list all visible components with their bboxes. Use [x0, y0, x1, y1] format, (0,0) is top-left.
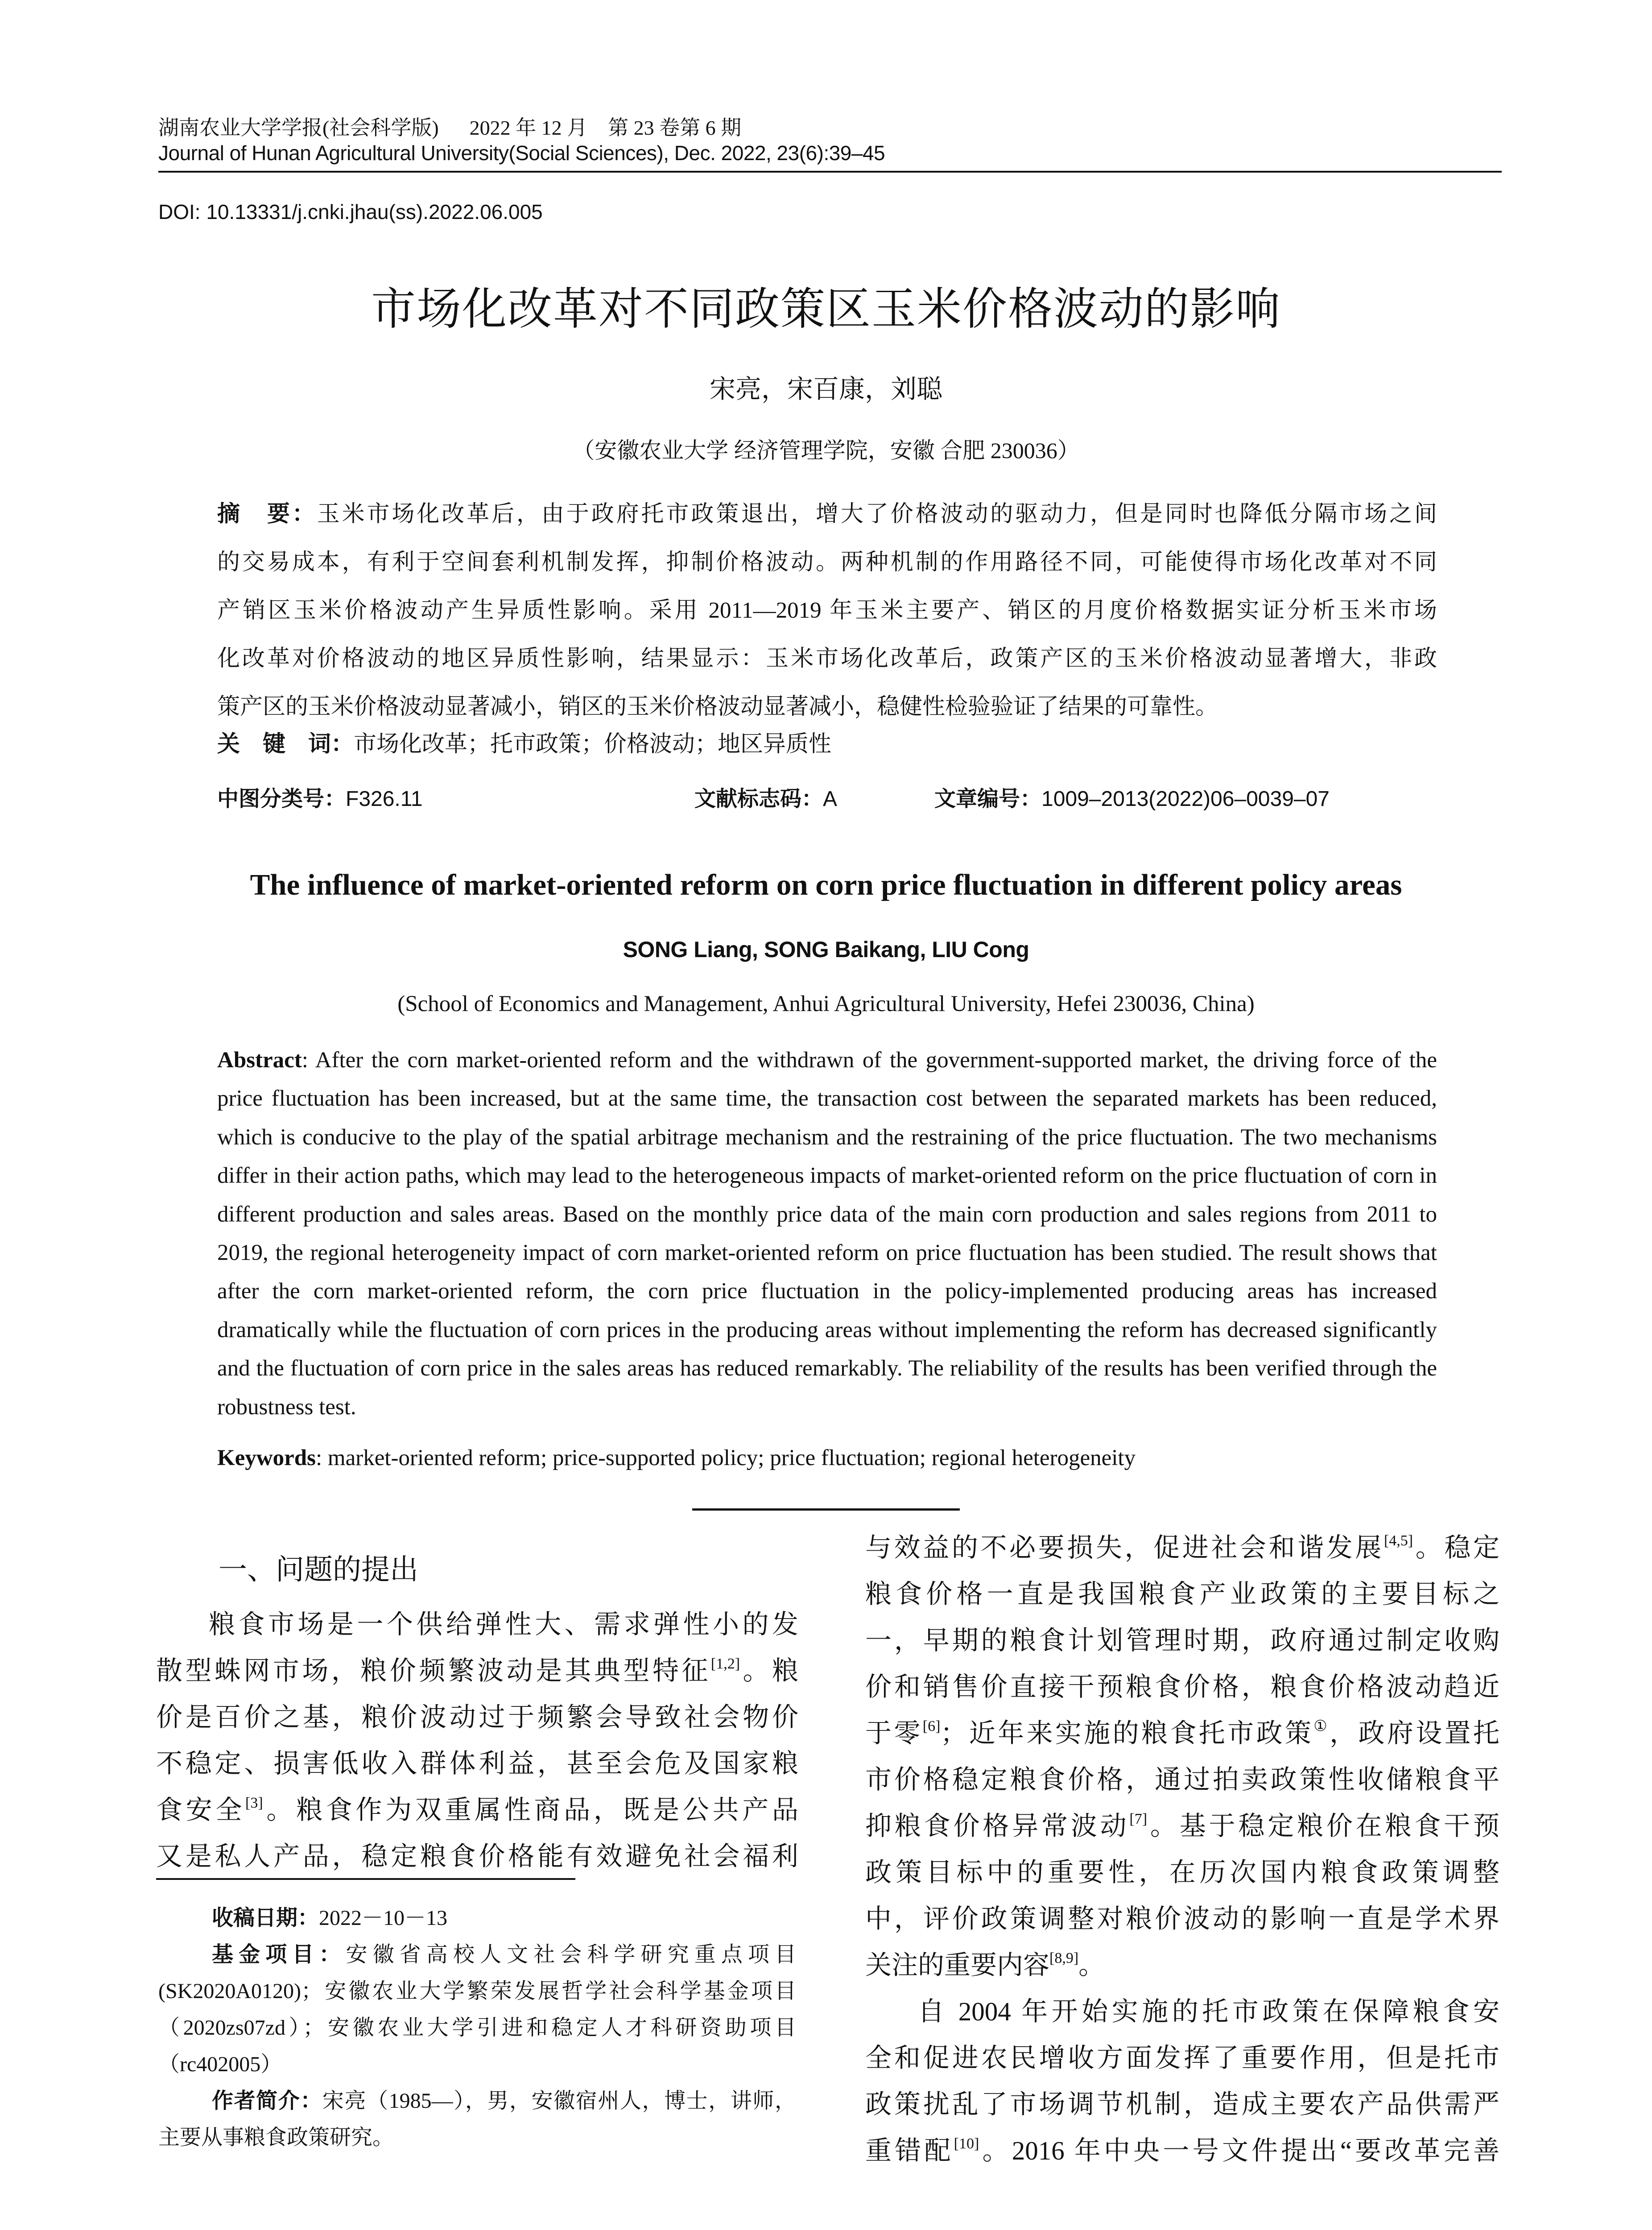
abstract-en [217, 1041, 1437, 1426]
body-line: 于零[6]；近年来实施的粮食托市政策①，政府设置托 [865, 1718, 1499, 1748]
authors-cn: 宋亮，宋百康，刘聪 [709, 375, 942, 404]
section-heading: 一、问题的提出 [219, 1553, 418, 1586]
clc-number: 中图分类号：F326.11 [217, 787, 423, 811]
keywords-en-text: : market-oriented reform; price-supported policy; price fluctuation; regional heterogeneity [315, 1445, 1136, 1470]
keywords-cn-label: 关 键 词： [217, 731, 354, 756]
body-left-column [156, 1601, 798, 1879]
affiliation-en: (School of Economics and Management, Anhui Agricultural University, Hefei 230036, China) [397, 991, 1255, 1016]
body-line: 自 2004 年开始实施的托市政策在保障粮食安 [918, 1997, 1499, 2026]
body-line: 价是百价之基，粮价波动过于频繁会导致社会物价 [156, 1702, 798, 1732]
body-line: 全和促进农民增收方面发挥了重要作用，但是托市 [865, 2043, 1499, 2073]
body-line: 市价格稳定粮食价格，通过拍卖政策性收储粮食平 [865, 1765, 1499, 1794]
body-line: 粮食市场是一个供给弹性大、需求弹性小的发 [209, 1610, 798, 1639]
body-line: 散型蛛网市场，粮价频繁波动是其典型特征[1,2]。粮 [156, 1656, 798, 1685]
fund-info: 基金项目：安徽省高校人文社会科学研究重点项目(SK2020A0120)；安徽农业大学繁荣发展哲学社会科学基金项目（2020zs07zd）；安徽农业大学引进和稳定人才科研资助项目（rc402005） [158, 1943, 796, 2076]
header-rule [158, 171, 1502, 173]
body-line: 重错配[10]。2016 年中央一号文件提出“要改革完善 [865, 2135, 1499, 2165]
citation: [4,5] [1384, 1532, 1413, 1549]
journal-issue-cn: 2022 年 12 月 第 23 卷第 6 期 [469, 116, 742, 139]
author-bio: 作者简介：宋亮（1985—），男，安徽宿州人，博士，讲师，主要从事粮食政策研究。 [158, 2089, 796, 2149]
article-number: 文章编号：1009–2013(2022)06–0039–07 [934, 787, 1330, 811]
abstract-en-label: Abstract [217, 1048, 302, 1073]
article-title-cn: 市场化改革对不同政策区玉米价格波动的影响 [371, 284, 1281, 334]
body-line: 政策扰乱了市场调节机制，造成主要农产品供需严 [865, 2090, 1499, 2119]
journal-header-cn [158, 112, 741, 141]
abstract-en-text: : After the corn market-oriented reform and the withdrawn of the government-supported market, the driving force of the price fluctuation has been increased, but at the same time, the transaction cost between the separated markets has been reduced, which is conducive to the play of the spatial arbitrage mechanism and the restraining of the price fluctuation. The two mechanisms differ in their action paths, which may lead to the heterogeneous impacts of market-oriented reform on the price fluctuation of corn in different production and sales areas. Based on the monthly price data of the main corn production and sales regions from 2011 to 2019, the regional heterogeneity impact of corn market-oriented reform on price fluctuation has been studied. The result shows that after the corn market-oriented reform, the corn price fluctuation in the policy-implemented producing areas has increased dramatically while the fluctuation of corn prices in the producing areas without implementing the reform has decreased significantly and the fluctuation of corn price in the sales areas has reduced remarkably. The reliability of the results has been verified through the robustness test. [217, 1048, 1437, 1420]
keywords-en-label: Keywords [217, 1445, 316, 1470]
abstract-cn-label: 摘 要： [217, 501, 317, 526]
document-code: 文献标志码：A [694, 787, 838, 811]
doi: DOI: 10.13331/j.cnki.jhau(ss).2022.06.005 [158, 200, 543, 223]
body-line: 中，评价政策调整对粮价波动的影响一直是学术界 [865, 1904, 1499, 1933]
received-date: 收稿日期：2022－10－13 [212, 1906, 448, 1930]
citation: [6] [922, 1718, 941, 1735]
citation: [7] [1129, 1811, 1148, 1828]
body-line: 一，早期的粮食计划管理时期，政府通过制定收购 [865, 1626, 1499, 1655]
footnotes [158, 1900, 796, 2156]
authors-en: SONG Liang, SONG Baikang, LIU Cong [623, 937, 1029, 962]
citation: [3] [245, 1795, 263, 1812]
abstract-cn-line: 化改革对价格波动的地区异质性影响，结果显示：玉米市场化改革后，政策产区的玉米价格波动显著增大，非政 [217, 646, 1437, 671]
journal-name-cn: 湖南农业大学学报(社会科学版) [158, 116, 439, 139]
body-line: 与效益的不必要损失，促进社会和谐发展[4,5]。稳定 [865, 1532, 1499, 1562]
body-line: 又是私人产品，稳定粮食价格能有效避免社会福利 [156, 1842, 798, 1871]
citation: [1,2] [710, 1656, 740, 1672]
abstract-cn-line: 玉米市场化改革后，由于政府托市政策退出，增大了价格波动的驱动力，但是同时也降低分隔市场之间 [317, 502, 1437, 527]
article-title-en: The influence of market-oriented reform on corn price fluctuation in different policy areas [250, 868, 1402, 901]
keywords-cn-text: 市场化改革；托市政策；价格波动；地区异质性 [354, 732, 832, 757]
affiliation-cn: （安徽农业大学 经济管理学院，安徽 合肥 230036） [572, 438, 1080, 463]
keywords-cn [217, 725, 831, 758]
body-line: 抑粮食价格异常波动[7]。基于稳定粮价在粮食干预 [865, 1811, 1499, 1841]
footnote-rule [156, 1878, 575, 1880]
body-line: 不稳定、损害低收入群体利益，甚至会危及国家粮 [156, 1749, 798, 1778]
keywords-en [217, 1445, 1136, 1471]
journal-header-en: Journal of Hunan Agricultural University(Social Sciences), Dec. 2022, 23(6):39–45 [158, 141, 885, 165]
abstract-cn-line: 产销区玉米价格波动产生异质性影响。采用 2011—2019 年玉米主要产、销区的月度价格数据实证分析玉米市场 [217, 598, 1437, 623]
body-line: 关注的重要内容[8,9]。 [865, 1950, 1105, 1980]
abstract-cn-line: 的交易成本，有利于空间套利机制发挥，抑制价格波动。两种机制的作用路径不同，可能使得市场化改革对不同 [217, 550, 1437, 575]
citation: [8,9] [1049, 1950, 1079, 1967]
body-right-column [865, 1524, 1499, 2174]
abstract-cn [217, 490, 1437, 731]
body-line: 食安全[3]。粮食作为双重属性商品，既是公共产品 [156, 1795, 798, 1825]
body-line: 价和销售价直接干预粮食价格，粮食价格波动趋近 [865, 1672, 1499, 1701]
abstract-cn-line: 策产区的玉米价格波动显著减小，销区的玉米价格波动显著减小，稳健性检验验证了结果的可靠性。 [217, 694, 1218, 719]
body-line: 政策目标中的重要性，在历次国内粮食政策调整 [865, 1858, 1499, 1887]
section-separator [692, 1508, 960, 1511]
footnote-marker: ① [1313, 1718, 1330, 1735]
citation: [10] [954, 2135, 979, 2152]
body-line: 粮食价格一直是我国粮食产业政策的主要目标之 [865, 1579, 1499, 1609]
